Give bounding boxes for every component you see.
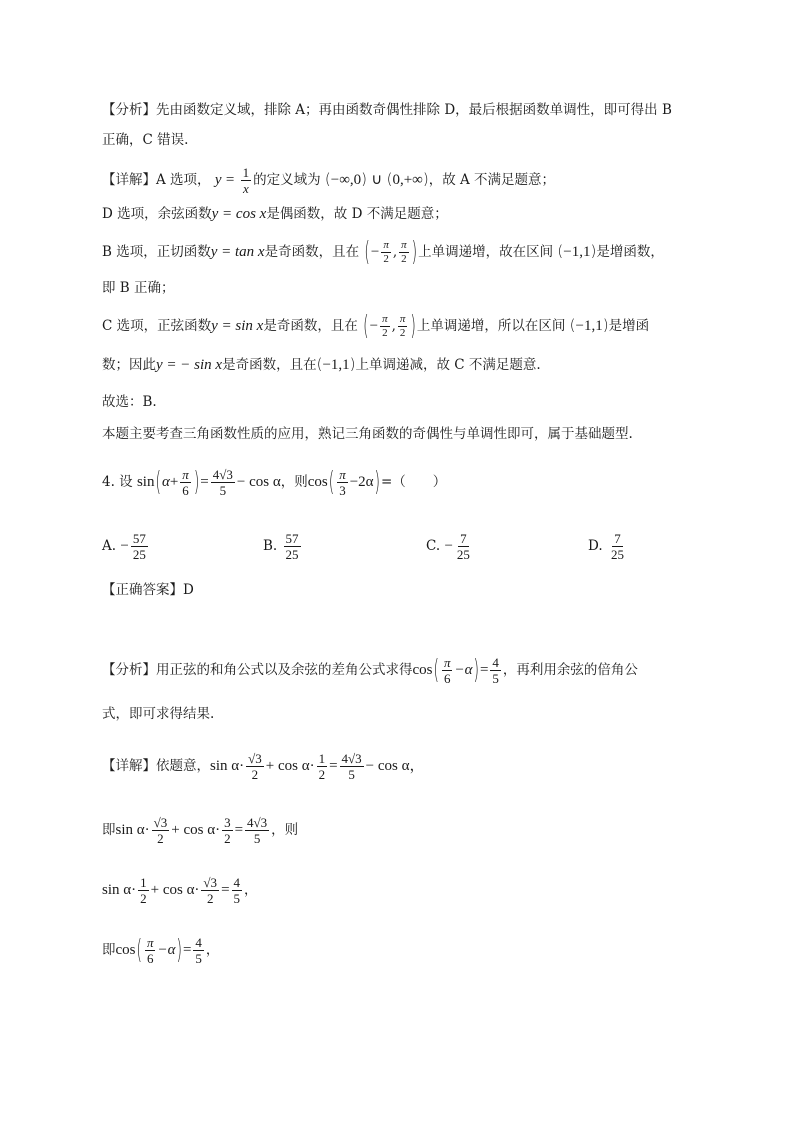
option-d-post: 是偶函数，故 D 不满足题意； bbox=[266, 206, 448, 222]
fraction-4r3-5 bbox=[340, 752, 364, 781]
option-sign: − bbox=[444, 538, 453, 554]
summary-text: 本题主要考查三角函数性质的应用，熟记三角函数的奇偶性与单调性即可，属于基础题型. bbox=[102, 426, 633, 442]
frac-num: 4 bbox=[195, 935, 202, 950]
frac-den: 25 bbox=[132, 547, 146, 562]
detail2-line-3 bbox=[102, 876, 258, 905]
interval-value: −1,1 bbox=[322, 357, 350, 373]
frac-den: 5 bbox=[219, 483, 227, 498]
question-4 bbox=[102, 468, 446, 497]
frac-den: 5 bbox=[492, 671, 499, 686]
frac-den: x bbox=[242, 181, 249, 196]
frac-num: π bbox=[443, 655, 451, 670]
domain-text: 的定义域为 bbox=[253, 172, 321, 188]
equals: = bbox=[479, 662, 489, 678]
interval: (−1,1) bbox=[316, 355, 356, 373]
comma: ， bbox=[205, 942, 220, 958]
detail-d-line bbox=[102, 204, 448, 224]
frac-den: 25 bbox=[456, 547, 470, 562]
frac-den: 5 bbox=[233, 891, 241, 906]
interval-1-value: −∞,0 bbox=[330, 172, 362, 188]
frac-num: 7 bbox=[614, 531, 621, 546]
interval-value: −1,1 bbox=[563, 244, 591, 260]
detail-b-line: B 选项，正切函数y = tan x是奇函数，且在 (− $\frac{\pi}{2}$ , $\frac{\pi}{2}$ )上单调递增，故在区间 (−1,1)是增函数， bbox=[102, 240, 664, 265]
frac-den: 2 bbox=[318, 767, 326, 782]
fraction-pi-3 bbox=[337, 468, 348, 497]
comma: ， bbox=[244, 882, 258, 898]
alpha: α bbox=[161, 474, 170, 490]
paren-open: ( bbox=[328, 467, 335, 498]
plus-cos-alpha: + cos α· bbox=[171, 822, 221, 838]
detail2-pre: 依题意， bbox=[156, 758, 210, 774]
frac-den: 25 bbox=[610, 547, 624, 562]
detail2-line-1 bbox=[102, 752, 425, 781]
equals: = bbox=[200, 474, 209, 490]
analysis-line-2 bbox=[102, 130, 188, 150]
detail-b-cont bbox=[102, 278, 175, 298]
option-b[interactable] bbox=[263, 532, 303, 561]
fraction-1-2 bbox=[138, 876, 149, 905]
interval-2: (0,+∞) bbox=[386, 170, 429, 188]
answer-tag: 【正确答案】 bbox=[102, 582, 183, 598]
fraction-pi-2 bbox=[381, 240, 391, 265]
sin-alpha: sin α· bbox=[115, 822, 150, 838]
frac-num: 4√3 bbox=[247, 815, 268, 830]
ze-text: ，则 bbox=[271, 822, 299, 838]
fraction-1-2 bbox=[317, 752, 328, 781]
frac-den: 3 bbox=[339, 483, 346, 498]
option-fraction bbox=[131, 532, 148, 561]
frac-num: π bbox=[401, 239, 407, 251]
interval-2-value: 0,+∞ bbox=[392, 172, 423, 188]
analysis-line-1 bbox=[102, 100, 672, 120]
fraction-1-over-x bbox=[241, 166, 252, 195]
option-c-mid: 是奇函数，且在 bbox=[263, 318, 358, 334]
minus: − bbox=[370, 244, 380, 260]
neg-sin-expr: y = − sin x bbox=[156, 357, 223, 373]
frac-num: π bbox=[339, 467, 346, 482]
tan-expr: y = tan x bbox=[210, 244, 265, 260]
cos-fn: cos bbox=[412, 662, 433, 678]
option-c-cont-post: 上单调递减，故 C 不满足题意. bbox=[355, 357, 541, 373]
detail-tag: 【详解】 bbox=[102, 758, 156, 774]
paren-open: ( bbox=[136, 935, 142, 966]
frac-num: 4√3 bbox=[212, 467, 233, 482]
frac-num: √3 bbox=[153, 815, 168, 830]
fraction-4-5 bbox=[193, 936, 204, 965]
analysis2-cont: 式，即可求得结果. bbox=[102, 706, 215, 722]
option-label: A. bbox=[102, 538, 117, 554]
frac-num: π bbox=[146, 935, 154, 950]
option-label: B. bbox=[263, 538, 278, 554]
fraction-r3-2 bbox=[152, 816, 170, 845]
sin-expr: y = sin x bbox=[211, 318, 264, 334]
frac-num: 4 bbox=[492, 655, 499, 670]
analysis2-line-2 bbox=[102, 704, 214, 724]
interval-value: −1,1 bbox=[575, 318, 603, 334]
minus-2alpha: −2α bbox=[349, 474, 374, 490]
frac-num: 1 bbox=[242, 165, 250, 180]
minus-cos: − cos α bbox=[236, 474, 281, 490]
frac-den: 2 bbox=[251, 767, 259, 782]
paren-close: ) bbox=[411, 237, 418, 268]
frac-den: 2 bbox=[383, 253, 389, 265]
frac-num: π bbox=[182, 467, 189, 482]
cos-fn: cos bbox=[307, 474, 328, 490]
option-c[interactable] bbox=[426, 532, 474, 561]
detail-a-line bbox=[102, 166, 555, 195]
frac-den: 2 bbox=[401, 253, 407, 265]
option-c-prefix: C 选项，正弦函数 bbox=[102, 318, 212, 334]
option-b-post: 上单调递增，故在区间 bbox=[418, 244, 554, 260]
choice-line bbox=[102, 392, 157, 412]
analysis-tag: 【分析】 bbox=[102, 102, 156, 118]
analysis2-pre: 用正弦的和角公式以及余弦的差角公式求得 bbox=[156, 662, 413, 678]
fraction-3-2 bbox=[222, 816, 233, 845]
detail-tag: 【详解】 bbox=[102, 172, 156, 188]
minus-alpha: −α bbox=[454, 662, 473, 678]
equals: = bbox=[234, 822, 244, 838]
option-a[interactable] bbox=[102, 532, 150, 561]
frac-num: 4√3 bbox=[341, 751, 362, 766]
fraction-r3-2 bbox=[246, 752, 264, 781]
frac-num: π bbox=[382, 313, 388, 325]
option-b-cont: 即 B 正确； bbox=[102, 280, 175, 296]
frac-den: 25 bbox=[285, 547, 299, 562]
option-c-post: 上单调递增，所以在区间 bbox=[416, 318, 566, 334]
cos-expr: y = cos x bbox=[211, 206, 267, 222]
paren-close: ) bbox=[374, 467, 380, 498]
frac-num: 57 bbox=[132, 531, 146, 546]
paren-close: ) bbox=[193, 467, 200, 498]
fraction-pi-6 bbox=[180, 468, 191, 497]
answer-line bbox=[102, 580, 194, 600]
plus-cos-alpha: + cos α· bbox=[150, 882, 200, 898]
summary-line bbox=[102, 424, 633, 444]
detail2-line-2 bbox=[102, 816, 298, 845]
sin-alpha: sin α· bbox=[102, 882, 137, 898]
analysis2-post: ，再利用余弦的倍角公 bbox=[502, 662, 638, 678]
frac-num: 4 bbox=[233, 875, 241, 890]
sin-alpha: sin α· bbox=[210, 758, 245, 774]
interval-1: (−∞,0) bbox=[324, 170, 367, 188]
minus: − bbox=[369, 318, 379, 334]
frac-den: 2 bbox=[399, 327, 406, 339]
frac-num: π bbox=[383, 239, 389, 251]
interval: (−1,1) bbox=[569, 316, 609, 334]
frac-num: √3 bbox=[248, 751, 262, 766]
frac-den: 2 bbox=[157, 831, 164, 846]
option-c-cont-pre: 数；因此 bbox=[102, 357, 156, 373]
ji-text: 即 bbox=[102, 942, 116, 958]
option-fraction bbox=[609, 532, 626, 561]
analysis2-line-1 bbox=[102, 656, 638, 685]
cos-fn: cos bbox=[115, 942, 136, 958]
math-eq: = bbox=[225, 172, 235, 188]
choice-text: 故选：B. bbox=[102, 394, 157, 410]
detail-c-cont bbox=[102, 354, 541, 375]
sin-fn: sin bbox=[136, 474, 155, 490]
option-b-post2: 是增函数， bbox=[596, 244, 664, 260]
analysis-tag: 【分析】 bbox=[102, 662, 156, 678]
equals: = bbox=[221, 882, 230, 898]
analysis-cont: 正确，C 错误. bbox=[102, 132, 189, 148]
plus: + bbox=[169, 474, 179, 490]
minus-alpha: −α bbox=[157, 942, 176, 958]
detail2-line-4 bbox=[102, 936, 219, 965]
math-y: y bbox=[214, 172, 222, 188]
option-d[interactable] bbox=[588, 532, 628, 561]
paren-open: ( bbox=[364, 237, 370, 268]
option-fraction bbox=[284, 532, 301, 561]
equals: = bbox=[182, 942, 192, 958]
paren-open: ( bbox=[433, 655, 439, 686]
paren-open: ( bbox=[155, 467, 161, 498]
minus-cos: − cos α， bbox=[365, 758, 425, 774]
frac-num: 1 bbox=[140, 875, 147, 890]
frac-num: 3 bbox=[224, 815, 231, 830]
fraction-pi-2 bbox=[380, 314, 390, 339]
fraction-4r3-5 bbox=[245, 816, 269, 845]
frac-den: 6 bbox=[146, 951, 154, 966]
frac-num: 1 bbox=[318, 751, 326, 766]
option-d-prefix: D 选项，余弦函数 bbox=[102, 206, 212, 222]
option-label: D. bbox=[588, 538, 603, 554]
paren-close: ) bbox=[176, 935, 182, 966]
analysis-text: 先由函数定义域，排除 A；再由函数奇偶性排除 D，最后根据函数单调性，即可得出 B bbox=[156, 102, 672, 118]
frac-den: 2 bbox=[206, 891, 214, 906]
frac-num: 57 bbox=[285, 531, 299, 546]
fraction-4-5 bbox=[232, 876, 243, 905]
detail-c-line: C 选项，正弦函数y = sin x是奇函数，且在 (− $\frac{\pi}{2}$ , $\frac{\pi}{2}$ )上单调递增，所以在区间 (−1,1)是增函 bbox=[102, 314, 649, 339]
fraction-pi-2 bbox=[398, 314, 408, 339]
option-sign: − bbox=[120, 538, 129, 554]
frac-num: π bbox=[399, 313, 406, 325]
option-b-prefix: B 选项，正切函数 bbox=[102, 244, 211, 260]
ji-text: 即 bbox=[102, 822, 116, 838]
blank: =（ ） bbox=[381, 474, 447, 490]
frac-den: 6 bbox=[443, 671, 451, 686]
paren-close: ) bbox=[410, 311, 416, 342]
interval: (−1,1) bbox=[557, 242, 597, 260]
frac-den: 2 bbox=[140, 891, 147, 906]
option-fraction bbox=[455, 532, 472, 561]
option-c-post2: 是增函 bbox=[608, 318, 650, 334]
fraction-r3-2 bbox=[201, 876, 219, 905]
frac-den: 2 bbox=[382, 327, 388, 339]
fraction-pi-6 bbox=[442, 656, 453, 685]
paren-close: ) bbox=[473, 655, 479, 686]
option-c-cont-mid: 是奇函数，且在 bbox=[222, 357, 317, 373]
frac-den: 5 bbox=[348, 767, 355, 782]
fraction-pi-2 bbox=[399, 240, 409, 265]
answer-value: D bbox=[183, 582, 194, 598]
union-symbol: ∪ bbox=[371, 172, 383, 188]
frac-num: √3 bbox=[203, 875, 218, 890]
fraction-pi-6 bbox=[145, 936, 156, 965]
frac-num: 7 bbox=[460, 531, 467, 546]
option-label: C. bbox=[426, 538, 441, 554]
question-number: 4. 设 bbox=[102, 474, 133, 490]
option-a-prefix: A 选项， bbox=[156, 172, 211, 188]
plus-cos-alpha: + cos α· bbox=[265, 758, 315, 774]
then-text: ，则 bbox=[280, 474, 308, 490]
frac-den: 5 bbox=[253, 831, 261, 846]
equals: = bbox=[329, 758, 338, 774]
option-b-mid: 是奇函数，且在 bbox=[264, 244, 360, 260]
paren-open: ( bbox=[363, 311, 369, 342]
fraction-4-5 bbox=[490, 656, 501, 685]
frac-den: 2 bbox=[224, 831, 231, 846]
frac-den: 5 bbox=[195, 951, 202, 966]
option-a-post: ，故 A 不满足题意； bbox=[428, 172, 556, 188]
fraction-4r3-5 bbox=[211, 468, 235, 497]
frac-den: 6 bbox=[182, 483, 189, 498]
